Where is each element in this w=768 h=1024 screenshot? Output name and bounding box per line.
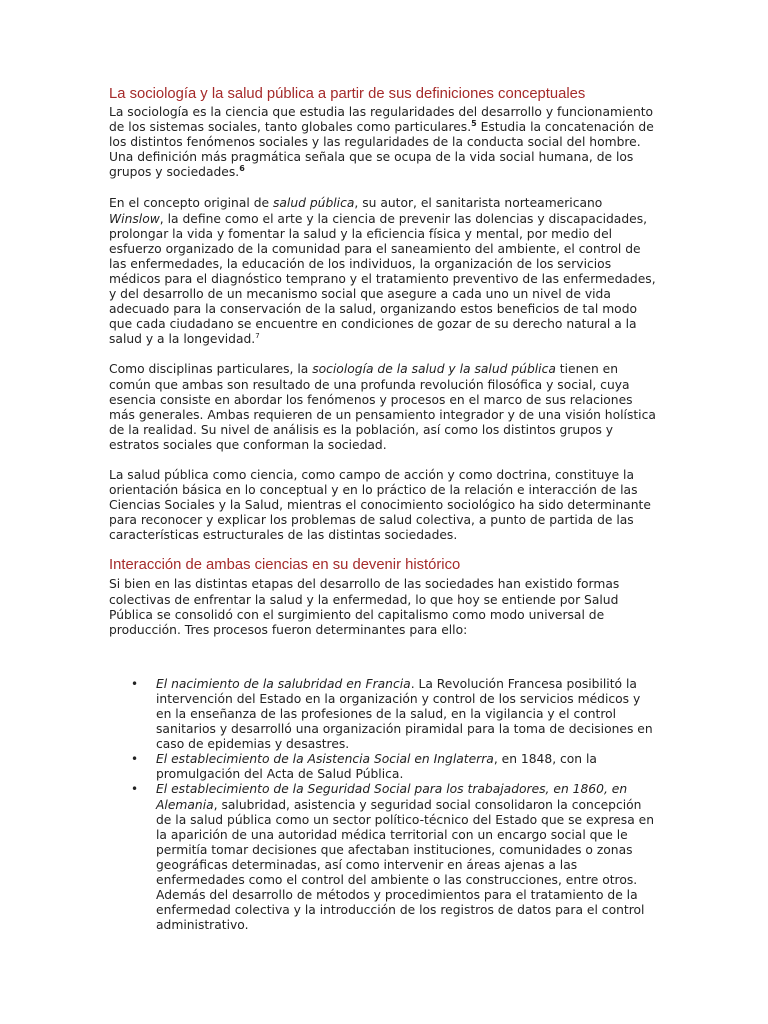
italic-term: Winslow xyxy=(109,211,160,226)
paragraph-text: La sociología es la ciencia que estudia las regularidades del desarrollo y funcionamiento de los sistemas sociales, tanto globales como particulares. xyxy=(109,105,654,135)
italic-term: sociología de la salud y la salud pública xyxy=(312,362,556,377)
paragraph-text: , su autor, el sanitarista norteamericano xyxy=(354,196,603,211)
paragraph-text: , la define como el arte y la ciencia de prevenir las dolencias y discapacidades, prolongar la vida y fomentar la salud y la eficiencia física y mental, por medio del esfuerzo organizado de la comunidad para el saneamiento del ambiente, el control de las enfermedades, la educación de los individuos, la organización de los servicios médicos para el diagnóstico temprano y el tratamiento preventivo de las enfermedades, y del desarrollo de un mecanismo social que asegure a cada uno un nivel de vida adecuado para la conservación de la salud, organizando estos beneficios de tal modo que cada ciudadano se encuentre en condiciones de gozar de su derecho natural a la salud y a la longevidad. xyxy=(109,211,656,347)
list-item xyxy=(109,782,657,933)
list-item xyxy=(109,752,657,782)
italic-term: El establecimiento de la Asistencia Social en Inglaterra xyxy=(156,752,494,767)
paragraph-disciplines xyxy=(109,362,657,453)
section-heading-concepts: La sociología y la salud pública a partir de sus definiciones conceptuales xyxy=(109,86,586,102)
list-item-text: , en 1848, con la promulgación del Acta de Salud Pública. xyxy=(156,752,597,782)
paragraph-text: En el concepto original de xyxy=(109,196,273,211)
list-item-text: , salubridad, asistencia y seguridad social consolidaron la concepción de la salud pública como un sector político-técnico del Estado que se expresa en la aparición de una autoridad médica territorial con un encargo social que le permitía tomar decisiones que afectaban instituciones, comunidades o zonas geográficas determinadas, así como intervenir en áreas ajenas a las enfermedades como el control del ambiente o las construcciones, entre otros. Además del desarrollo de métodos y procedimientos para el tratamiento de la enfermedad colectiva y la introducción de los registros de datos para el control administrativo. xyxy=(156,797,654,933)
processes-list xyxy=(109,677,657,934)
paragraph-history-intro: Si bien en las distintas etapas del desarrollo de las sociedades han existido formas colectivas de enfrentar la salud y la enfermedad, lo que hoy se entiende por Salud Pública se consolidó con el surgimiento del capitalismo como modo universal de producción. Tres procesos fueron determinantes para ello: xyxy=(109,577,620,637)
paragraph-gap xyxy=(109,180,657,196)
citation-superscript: 5 xyxy=(471,119,477,129)
paragraph-public-health-science: La salud pública como ciencia, como campo de acción y como doctrina, constituye la orientación básica en lo conceptual y en lo práctico de la relación e interacción de las Ciencias Sociales y la Salud, mientras el conocimiento sociológico ha sido determinante para reconocer y explicar los problemas de salud colectiva, a punto de partida de las características estructurales de las distintas sociedades. xyxy=(109,467,651,543)
paragraph-gap xyxy=(109,453,657,468)
list-item-text: . La Revolución Francesa posibilitó la intervención del Estado en la organización y control de los servicios médicos y en la enseñanza de las profesiones de la salud, en la vigilancia y el control sanitarios y desarrolló una organización piramidal para la toma de decisiones en caso de epidemias y desastres. xyxy=(156,676,653,752)
document-page xyxy=(109,84,657,933)
paragraph-gap xyxy=(109,638,657,677)
bullet-icon: • xyxy=(131,752,139,767)
bullet-icon: • xyxy=(131,676,139,691)
citation-superscript: 6 xyxy=(239,164,245,174)
paragraph-text: tienen en común que ambas son resultado de una profunda revolución filosófica y social, cuya esencia consiste en abordar los fenómenos y procesos en el marco de sus relaciones más generales. Ambas requieren de un pensamiento integrador y de una visión holística de la realidad. Su nivel de análisis es la población, así como los distintos grupos y estratos sociales que conforman la sociedad. xyxy=(109,362,656,452)
italic-term: El establecimiento de la Seguridad Social para los trabajadores, en 1860, en Alemania xyxy=(156,782,628,812)
paragraph-gap xyxy=(109,347,657,362)
paragraph-text: Como disciplinas particulares, la xyxy=(109,362,313,377)
section-heading-history: Interacción de ambas ciencias en su devenir histórico xyxy=(109,557,461,574)
paragraph-sociology-definition xyxy=(109,105,657,180)
paragraph-text: Estudia la concatenación de los distintos fenómenos sociales y las regularidades de la conducta social del hombre. Una definición más pragmática señala que se ocupa de la vida social humana, de los grupos y sociedades. xyxy=(109,120,654,180)
italic-term: El nacimiento de la salubridad en Francia xyxy=(156,676,411,691)
paragraph-public-health-definition xyxy=(109,196,657,347)
paragraph-gap xyxy=(109,543,657,555)
list-item xyxy=(109,677,657,752)
bullet-icon: • xyxy=(131,782,139,797)
citation-superscript: 7 xyxy=(255,332,260,341)
italic-term: salud pública xyxy=(272,196,355,211)
